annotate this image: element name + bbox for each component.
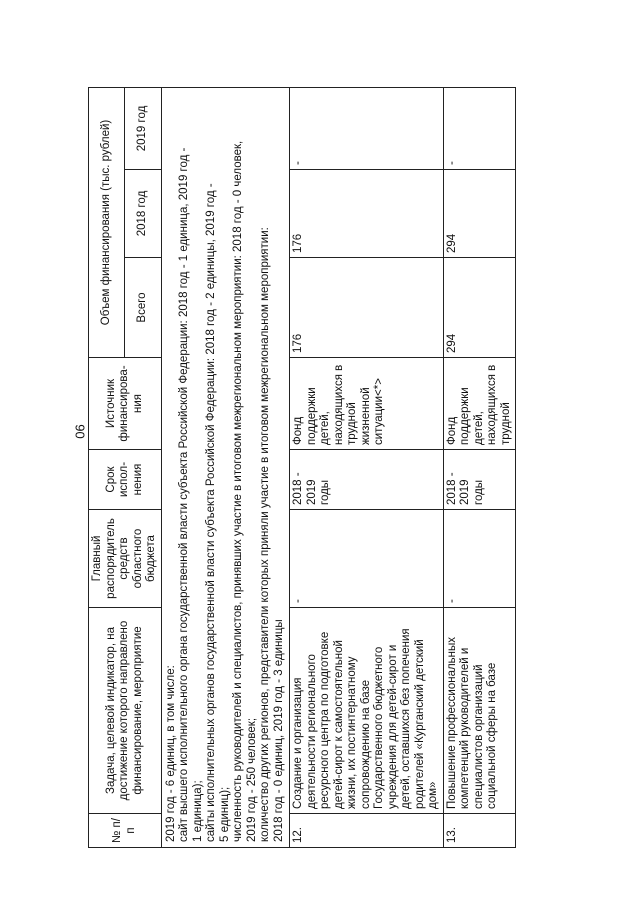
row-source: Фонд поддержки детей, находящихся в трудной	[443, 358, 516, 450]
row-task: Создание и организация деятельности регионального ресурсного центра по подготовке детей-сирот к самостоятельной жизни, их постинтернатному сопровождению на базе Государственного бюджетного учреждения для детей-сирот и детей, оставшихся без попечения родителей «Курганский детский дом»	[290, 608, 444, 814]
header-total: Всего	[125, 258, 161, 358]
header-num: № п/п	[89, 814, 162, 848]
financing-table	[88, 87, 516, 848]
header-volume: Объем финансирования (тыс. рублей)	[89, 87, 125, 357]
header-2019: 2019 год	[125, 87, 161, 169]
row-2019: -	[443, 87, 516, 169]
note-line: количество других регионов, представители которых приняли участие в итоговом межрегиональном мероприятии:	[259, 227, 271, 842]
note-line: 1 единица);	[191, 780, 204, 842]
row-term: 2018 - 2019 годы	[290, 450, 444, 510]
row-task: Повышение профессиональных компетенций руководителей и специалистов организаций социальной сферы на базе	[443, 608, 516, 814]
header-term: Срок испол-нения	[89, 450, 162, 510]
note-row	[161, 87, 290, 847]
row-num: 13.	[443, 814, 516, 848]
note-line: 5 единиц);	[218, 786, 231, 842]
row-total: 176	[290, 258, 444, 358]
row-term: 2018 - 2019 годы	[443, 450, 516, 510]
row-2019: -	[290, 87, 444, 169]
table-row	[290, 87, 444, 847]
row-2018: 294	[443, 170, 516, 258]
header-2018: 2018 год	[125, 170, 161, 258]
row-source: Фонд поддержки детей, находящихся в трудной жизненной ситуации<*>	[290, 358, 444, 450]
header-row-1	[89, 87, 125, 847]
header-task: Задача, целевой индикатор, на достижение которого направлено финансирование, мероприятие	[89, 608, 162, 814]
note-line: 2018 год - 0 единиц, 2019 год - 3 единицы	[272, 619, 285, 842]
row-manager: -	[443, 510, 516, 608]
table-row	[443, 87, 516, 847]
note-line: 2019 год - 6 единиц, в том числе:	[164, 665, 177, 842]
indicator-note	[161, 87, 290, 847]
row-2018: 176	[290, 170, 444, 258]
note-line: 2019 год - 250 человек;	[245, 717, 258, 842]
page-number: 90	[72, 424, 88, 439]
row-num: 12.	[290, 814, 444, 848]
row-manager: -	[290, 510, 444, 608]
note-line: сайты исполнительных органов государственной власти субъекта Российской Федерации: 2018 год - 2 единицы, 2019 год -	[205, 183, 217, 842]
header-manager: Главный распорядитель средств областного бюджета	[89, 510, 162, 608]
financing-table-page	[88, 88, 618, 848]
note-line: численность руководителей и специалистов, принявших участие в итоговом межрегиональном мероприятии: 2018 год - 0 человек,	[232, 140, 244, 842]
header-source: Источник финансирова-ния	[89, 358, 162, 450]
row-total: 294	[443, 258, 516, 358]
note-line: сайт высшего исполнительного органа государственной власти субъекта Российской Федерации: 2018 год - 1 единица, 2019 год -	[178, 147, 190, 842]
